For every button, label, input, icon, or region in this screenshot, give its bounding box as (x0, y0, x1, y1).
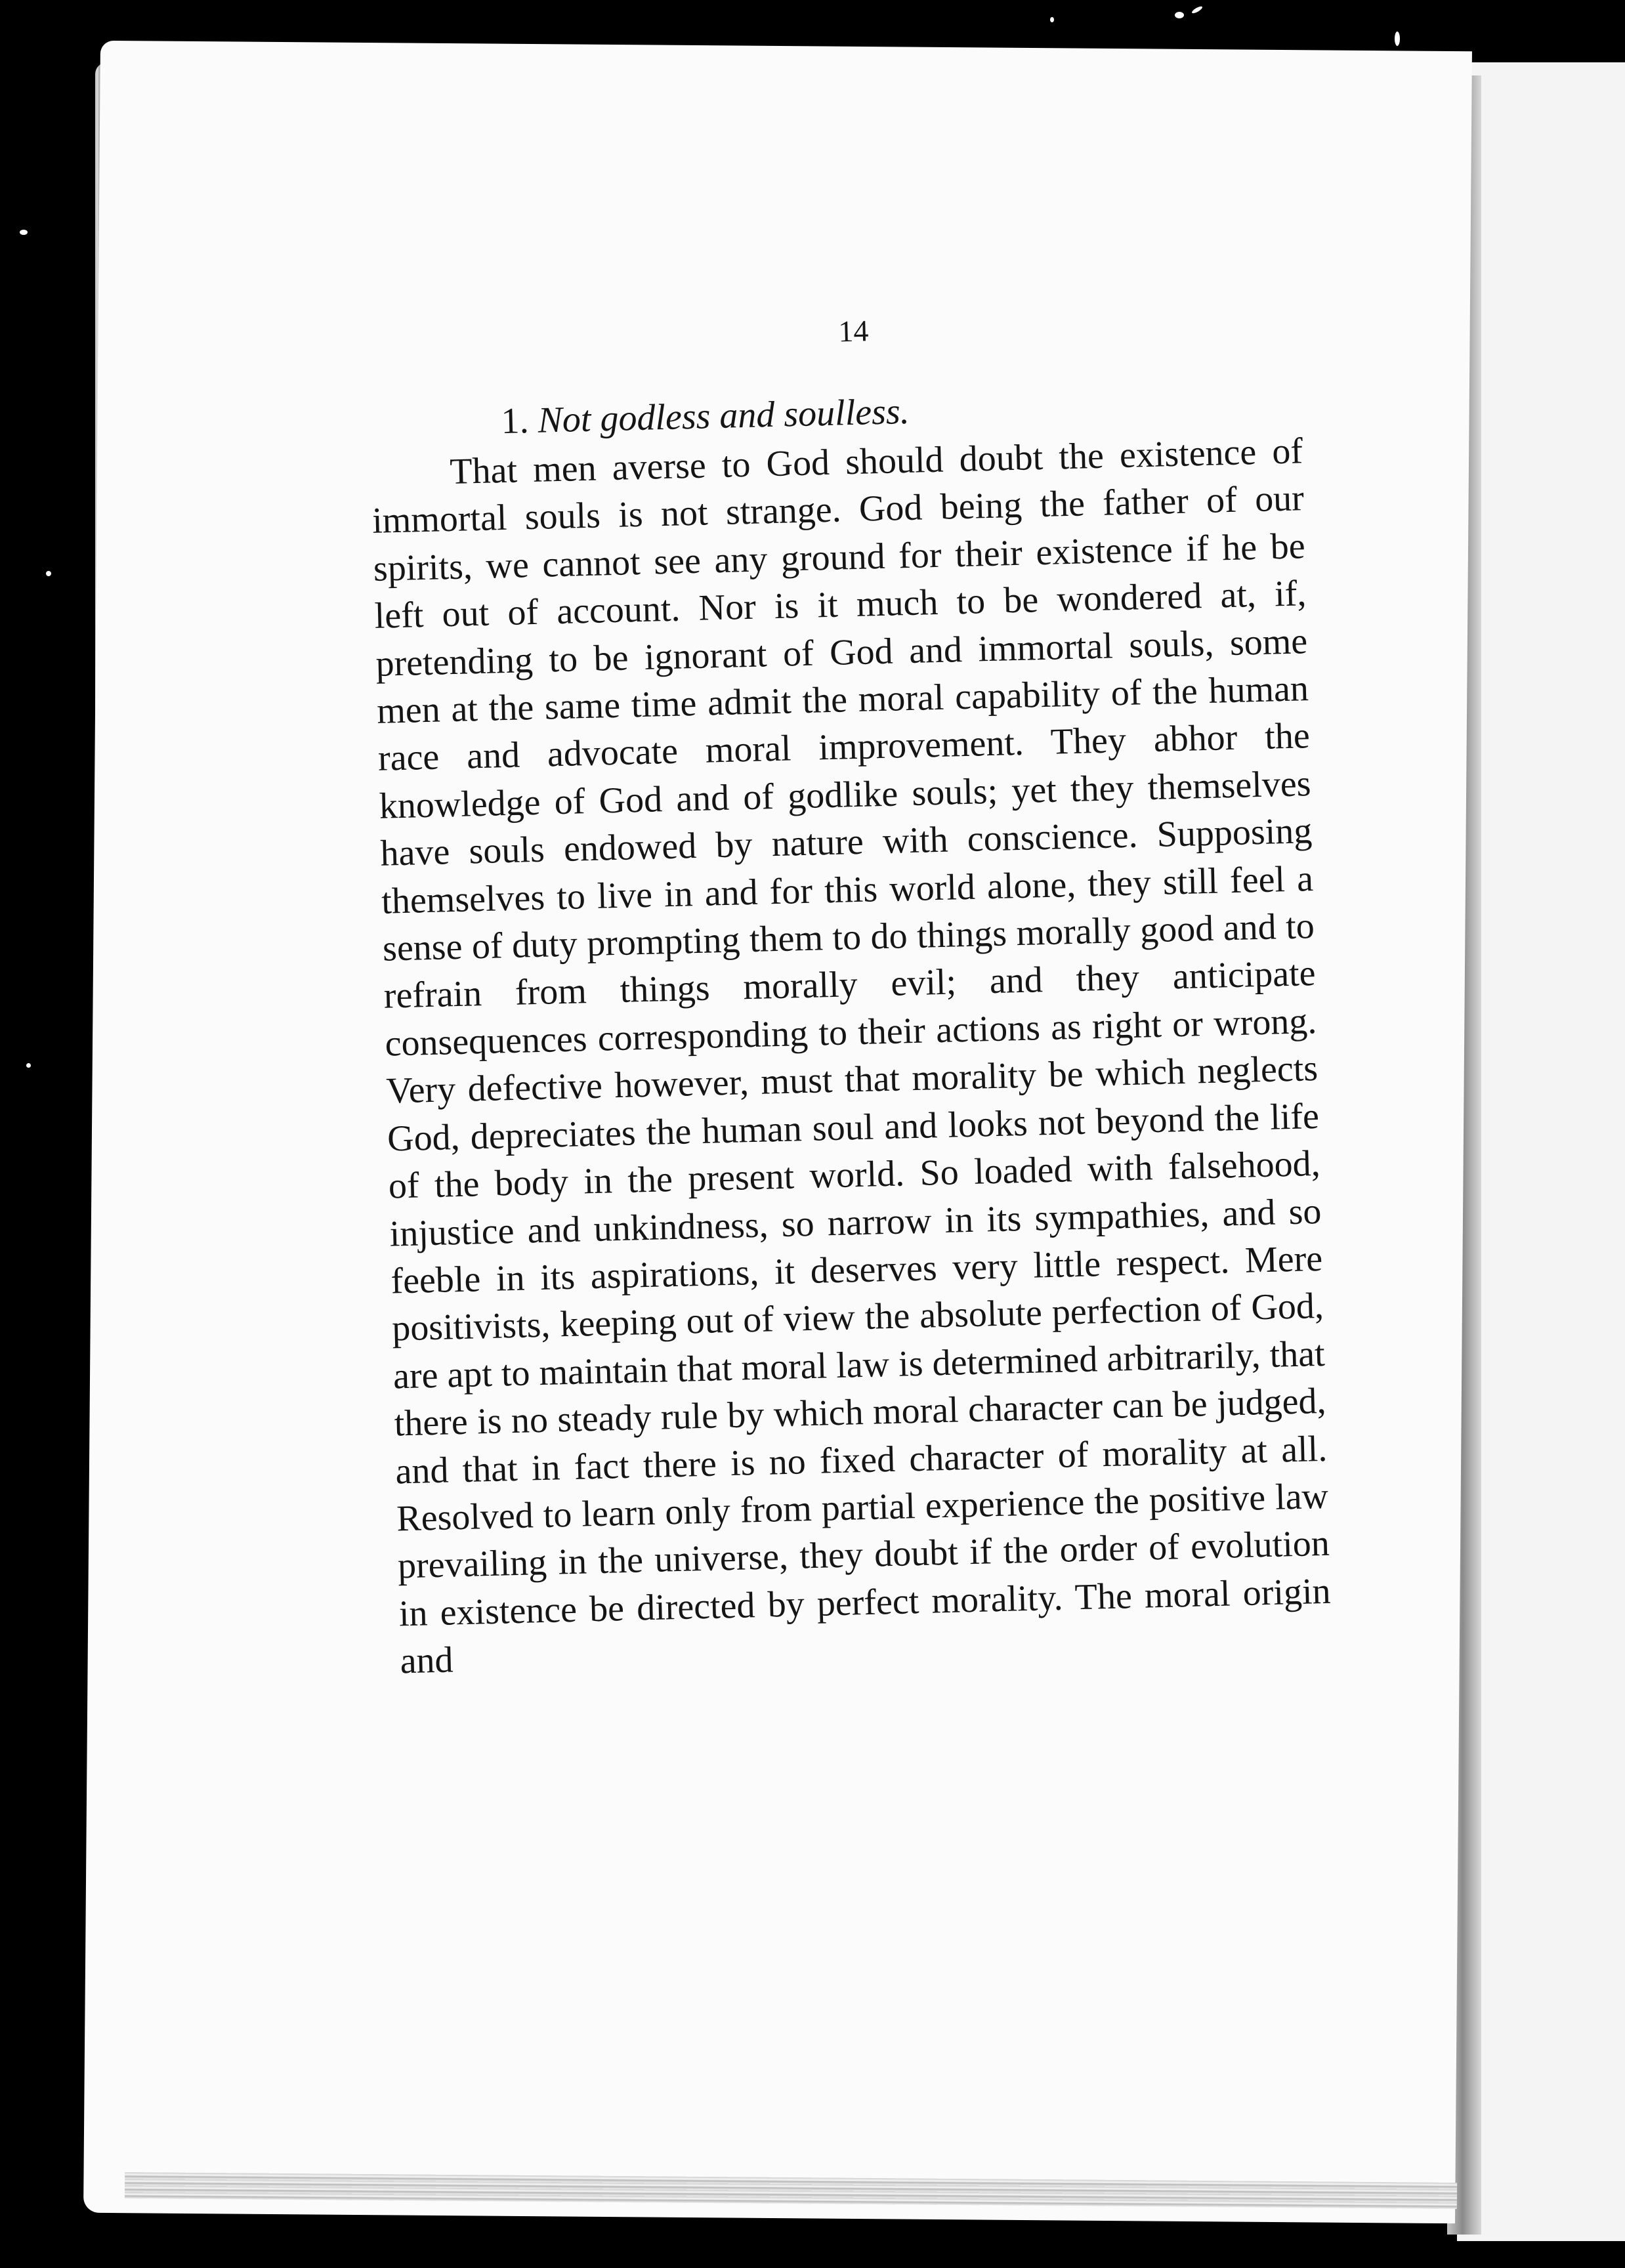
dust-speck (1395, 32, 1400, 46)
page-text-block (368, 305, 1332, 1685)
section-number: 1. (500, 400, 530, 442)
dust-speck (46, 571, 51, 576)
dust-speck (1191, 5, 1204, 14)
facing-page-edge (1457, 62, 1625, 2241)
dust-speck (1050, 17, 1054, 22)
body-paragraph: That men averse to God should doubt the existence of immortal souls is not strange. God being the father of our spirits, we cannot see any ground for their existence if he be left out of account. Nor is it much to be wondered at, if, pretending to be ignorant of God and immortal souls, some men at the same time admit the moral capability of the human race and advocate moral improvement. They abhor the knowledge of God and of godlike souls; yet they themselves have souls endowed by nature with conscience. Supposing themselves to live in and for this world alone, they still feel a sense of duty prompting them to do things morally good and to refrain from things morally evil; and they anticipate consequences corresponding to their actions as right or wrong. Very defective however, must that morality be which neglects God, depreciates the human soul and looks not beyond the life of the body in the present world. So loaded with falsehood, injustice and unkindness, so narrow in its sympathies, and so feeble in its aspirations, it deserves very little respect. Mere positivists, keeping out of view the absolute perfection of God, are apt to maintain that moral law is determined arbitrarily, that there is no steady rule by which moral character can be judged, and that in fact there is no fixed character of morality at all. Resolved to learn only from partial experience the positive law prevailing in the universe, they doubt if the order of evolution in existence be directed by perfect morality. The moral origin and (371, 430, 1332, 1682)
dust-speck (1175, 12, 1184, 18)
dust-speck (20, 230, 28, 235)
section-title: Not godless and soulless. (537, 390, 910, 441)
dust-speck (26, 1063, 31, 1068)
page-number: 14 (837, 314, 869, 348)
